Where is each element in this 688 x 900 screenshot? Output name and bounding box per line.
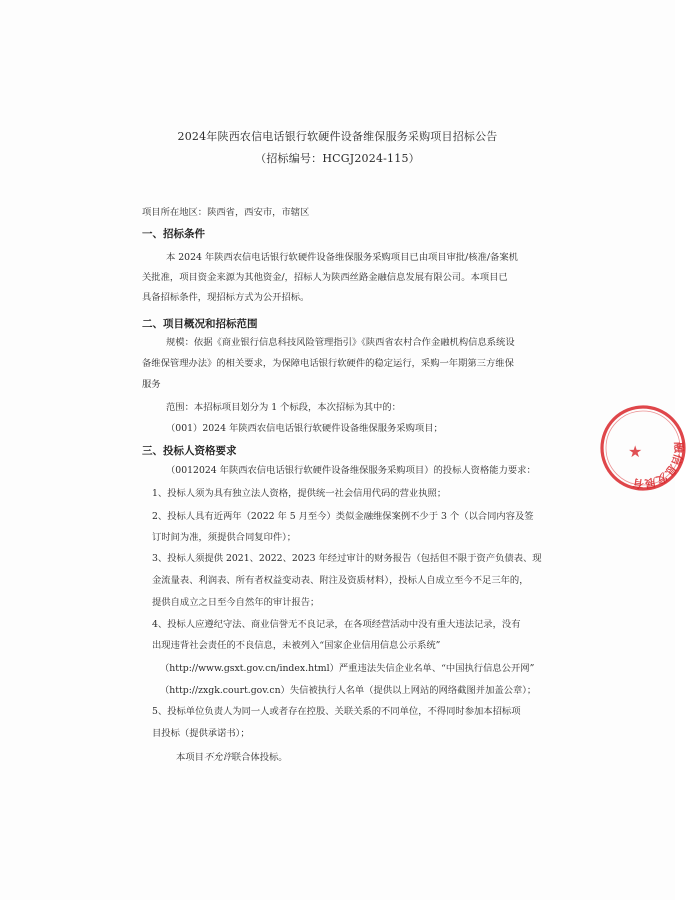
company-seal-icon xyxy=(598,403,688,493)
section-3-item: 4、投标人应遵纪守法、商业信誉无不良记录，在各项经营活动中没有重大违法记录，没有 xyxy=(152,619,521,630)
section-3-heading: 三、投标人资格要求 xyxy=(142,445,237,457)
section-3-item: 2、投标人具有近两年（2022 年 5 月至今）类似金融维保案例不少于 3 个（以合同内容及签 xyxy=(152,511,534,522)
bid-number: （招标编号：HCGJ2024-115） xyxy=(255,152,420,165)
section-2-scope: 范围：本招标项目划分为 1 个标段，本次招标为其中的： xyxy=(166,402,401,413)
section-3-item: 1、投标人须为具有独立法人资格，提供统一社会信用代码的营业执照； xyxy=(152,488,447,499)
section-2-line-1: 规模：依据《商业银行信息科技风险管理指引》《陕西省农村合作金融机构信息系统设 xyxy=(166,337,515,348)
svg-text:融信息发展有: 融信息发展有 xyxy=(631,441,686,491)
section-3-item: 目投标（提供承诺书）； xyxy=(152,728,250,739)
section-3-intro: （0012024 年陕西农信电话银行软硬件设备维保服务采购项目）的投标人资格能力要求： xyxy=(166,465,536,476)
joint-bid-suffix: 联合体投标。 xyxy=(231,752,288,763)
section-1-heading: 一、招标条件 xyxy=(142,228,205,240)
section-1-line-1: 本 2024 年陕西农信电话银行软硬件设备维保服务采购项目已由项目审批/核准/备案机 xyxy=(166,252,518,263)
project-region: 项目所在地区：陕西省，西安市，市辖区 xyxy=(142,207,310,218)
section-2-line-3: 服务 xyxy=(142,379,161,390)
section-1-line-3: 具备招标条件，现招标方式为公开招标。 xyxy=(142,292,310,303)
section-3-item: 出现违背社会责任的不良信息，未被列入“国家企业信用信息公示系统” xyxy=(152,640,441,651)
svg-text:★: ★ xyxy=(628,442,643,461)
section-2-heading: 二、项目概况和招标范围 xyxy=(142,318,258,330)
joint-bid-not-allowed: 不允许 xyxy=(203,752,232,763)
section-2-line-2: 备维保管理办法》的相关要求，为保障电话银行软硬件的稳定运行，采购一年期第三方维保 xyxy=(142,358,514,369)
section-1-line-2: 关批准，项目资金来源为其他资金/，招标人为陕西丝路金融信息发展有限公司。本项目已 xyxy=(142,272,508,283)
section-3-item: 金流量表、利润表、所有者权益变动表、附注及资质材料），投标人自成立至今不足三年的， xyxy=(152,575,529,586)
document-title: 2024年陕西农信电话银行软硬件设备维保服务采购项目招标公告 xyxy=(177,130,498,143)
section-3-item: 订时间为准，须提供合同复印件）； xyxy=(152,532,297,543)
joint-bid-note xyxy=(176,752,288,764)
section-3-item: 提供自成立之日至今自然年的审计报告； xyxy=(152,597,320,608)
section-3-item: 5、投标单位负责人为同一人或者存在控股、关联关系的不同单位，不得同时参加本招标项 xyxy=(152,706,521,717)
section-3-item: （http://zxgk.court.gov.cn）失信被执行人名单（提供以上网站的网络截图并加盖公章）； xyxy=(160,685,537,696)
section-3-item: （http://www.gsxt.gov.cn/index.html）严重违法失信企业名单、“中国执行信息公开网” xyxy=(160,663,535,674)
joint-bid-prefix: 本项目 xyxy=(176,752,204,763)
section-3-item: 3、投标人须提供 2021、2022、2023 年经过审计的财务报告（包括但不限于资产负债表、现 xyxy=(152,553,542,564)
section-2-lot: （001）2024 年陕西农信电话银行软硬件设备维保服务采购项目； xyxy=(166,423,443,434)
